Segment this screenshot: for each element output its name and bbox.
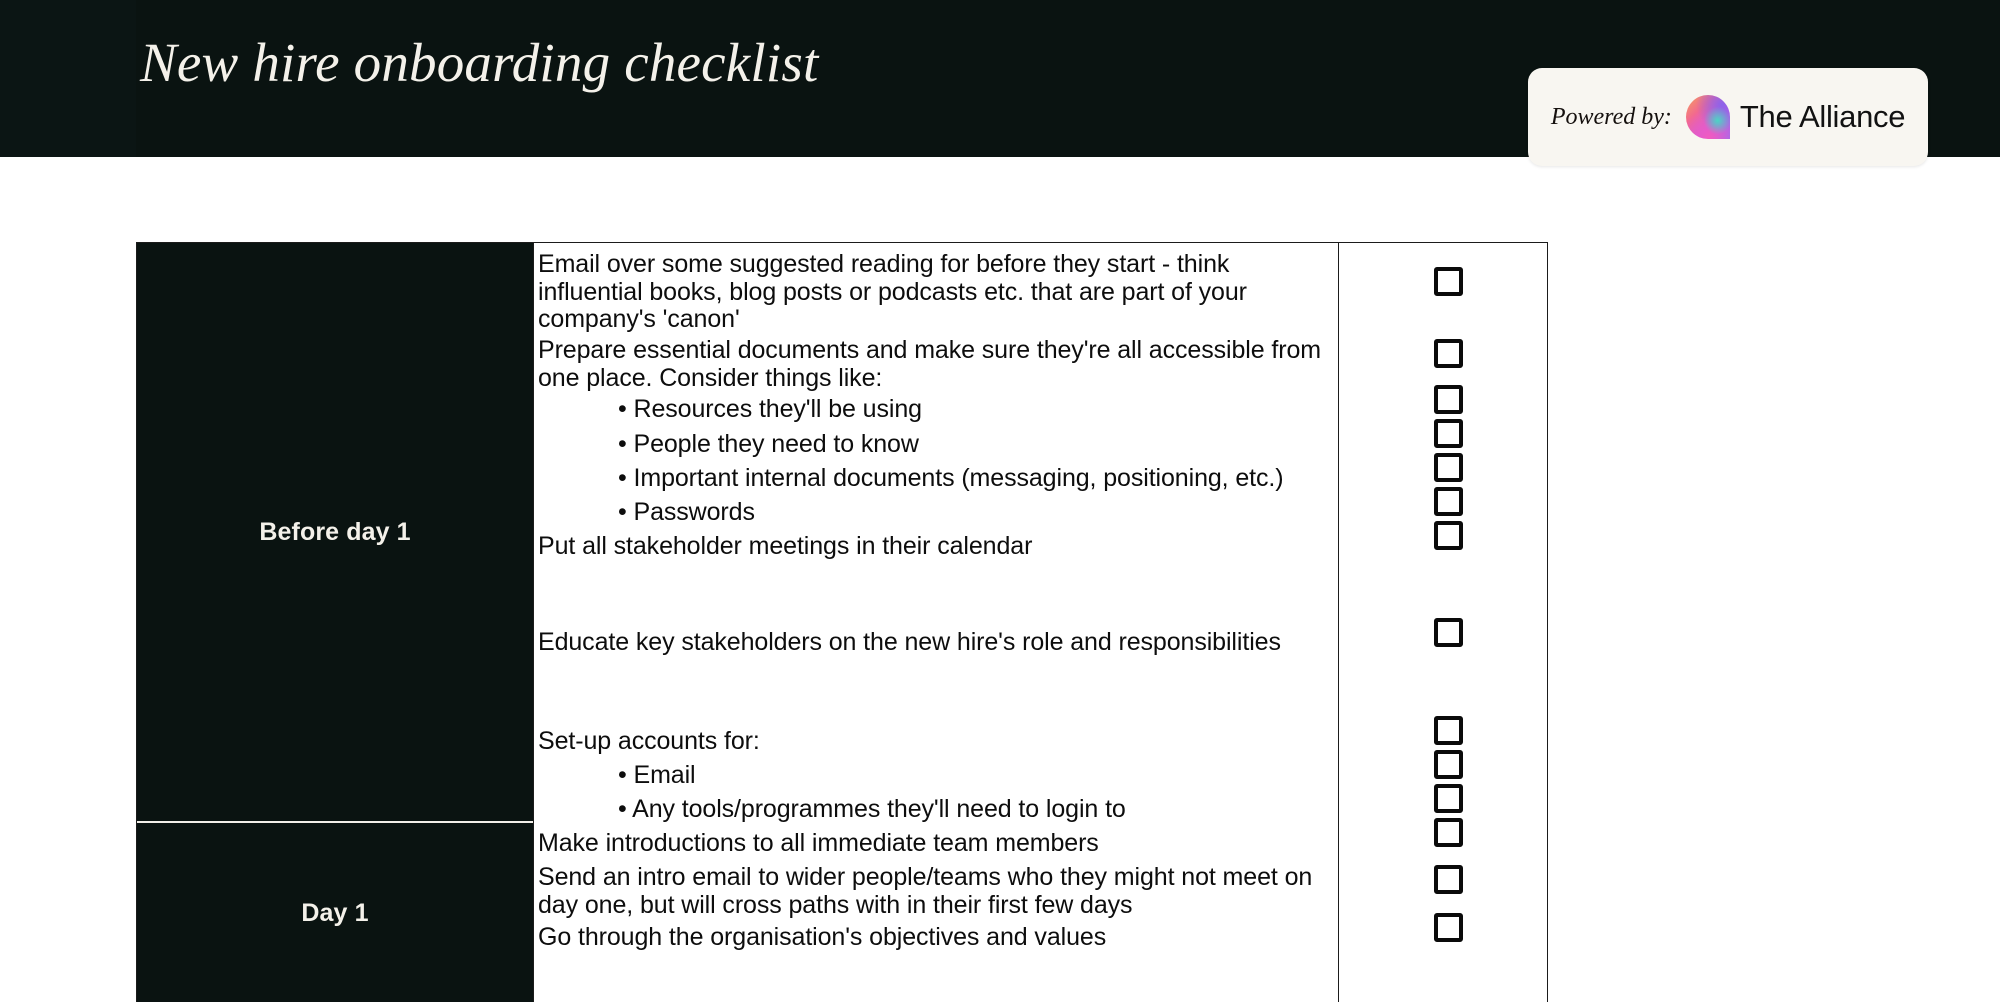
page-title: New hire onboarding checklist [140, 32, 819, 93]
task-item: Set-up accounts for: [538, 727, 760, 755]
task-checkbox[interactable] [1434, 385, 1463, 414]
task-item: Educate key stakeholders on the new hire's role and responsibilities [538, 628, 1281, 656]
task-checkbox[interactable] [1434, 716, 1463, 745]
task-checkbox[interactable] [1434, 818, 1463, 847]
task-item: • Resources they'll be using [618, 395, 922, 423]
checkbox-column [1339, 243, 1547, 1002]
task-item: Email over some suggested reading for before they start - think influential books, blog posts or podcasts etc. that are part of your company's 'canon' [538, 250, 1247, 333]
alliance-gradient-teardrop-icon [1686, 95, 1730, 139]
phase-row-before-day-1 [137, 243, 533, 821]
task-checkbox[interactable] [1434, 618, 1463, 647]
powered-by-label: Powered by: [1550, 103, 1672, 130]
task-item: • Any tools/programmes they'll need to login to [618, 795, 1126, 823]
task-checkbox[interactable] [1434, 865, 1463, 894]
brand-name: The Alliance [1739, 99, 1906, 134]
task-column [534, 243, 1339, 1002]
task-checkbox[interactable] [1434, 784, 1463, 813]
task-checkbox[interactable] [1434, 521, 1463, 550]
task-item: • Important internal documents (messaging, positioning, etc.) [618, 464, 1284, 492]
task-checkbox[interactable] [1434, 419, 1463, 448]
powered-by-card [1528, 68, 1928, 166]
task-item: Send an intro email to wider people/teams who they might not meet on day one, but will cross paths with in their first few days [538, 863, 1313, 919]
task-checkbox[interactable] [1434, 453, 1463, 482]
task-checkbox[interactable] [1434, 339, 1463, 368]
task-checkbox[interactable] [1434, 267, 1463, 296]
header-left-panel [0, 0, 136, 157]
task-item: Make introductions to all immediate team members [538, 829, 1099, 857]
task-item: • Email [618, 761, 696, 789]
phase-label: Before day 1 [259, 517, 411, 546]
task-item: Prepare essential documents and make sure they're all accessible from one place. Consider things like: [538, 336, 1321, 392]
task-checkbox[interactable] [1434, 913, 1463, 942]
task-item: Go through the organisation's objectives and values [538, 923, 1107, 951]
phase-column [137, 243, 534, 1002]
task-checkbox[interactable] [1434, 750, 1463, 779]
task-item: • People they need to know [618, 430, 919, 458]
brand [1686, 95, 1905, 139]
task-item: Put all stakeholder meetings in their calendar [538, 532, 1033, 560]
phase-row-day-1 [137, 821, 533, 1003]
task-checkbox[interactable] [1434, 487, 1463, 516]
phase-label: Day 1 [301, 898, 369, 927]
checklist-table [136, 242, 1548, 1002]
task-item: • Passwords [618, 498, 755, 526]
